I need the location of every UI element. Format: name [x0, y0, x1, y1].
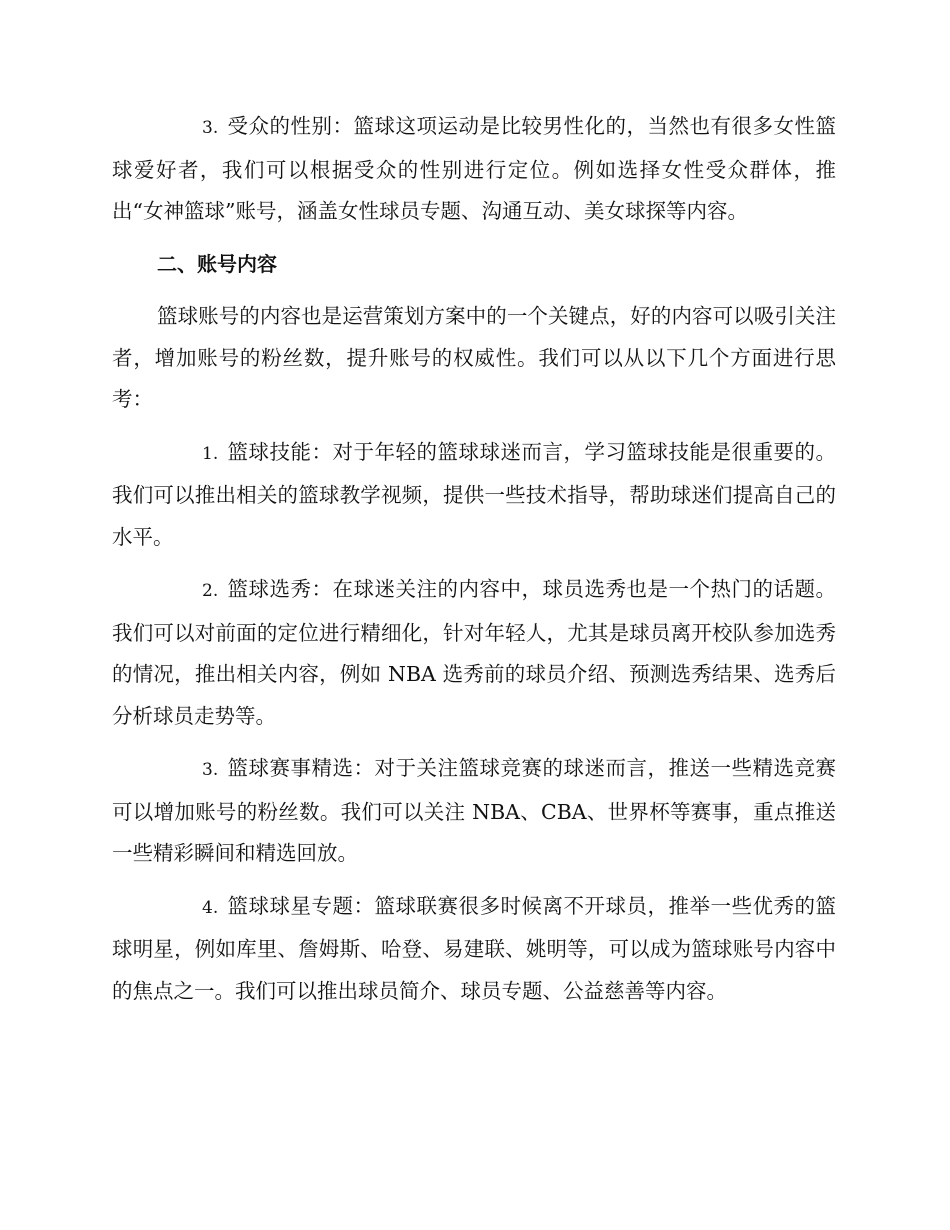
- list-item-text: 受众的性别：篮球这项运动是比较男性化的，当然也有很多女性篮球爱好者，我们可以根据受众的性别进行定位。例如选择女性受众群体，推出“女神篮球”账号，涵盖女性球员专题、沟通互动、美女球探等内容。: [112, 114, 836, 223]
- list-number: 3.: [202, 118, 219, 138]
- list-item-text: 篮球技能：对于年轻的篮球球迷而言，学习篮球技能是很重要的。我们可以推出相关的篮球教学视频，提供一些技术指导，帮助球迷们提高自己的水平。: [112, 439, 836, 549]
- document-page: [112, 106, 836, 1023]
- list-number: 2.: [202, 581, 219, 601]
- list-item-text: 篮球赛事精选：对于关注篮球竞赛的球迷而言，推送一些精选竞赛可以增加账号的粉丝数。我们可以关注 NBA、CBA、世界杯等赛事，重点推送一些精彩瞬间和精选回放。: [112, 756, 836, 865]
- list-item-games: [112, 748, 836, 875]
- list-item-text: 篮球球星专题：篮球联赛很多时候离不开球员，推举一些优秀的篮球明星，例如库里、詹姆斯、哈登、易建联、姚明等，可以成为篮球账号内容中的焦点之一。我们可以推出球员简介、球员专题、公益慈善等内容。: [112, 893, 836, 1003]
- list-number: 3.: [202, 760, 219, 780]
- list-item-draft: [112, 569, 836, 737]
- list-item-stars: [112, 886, 836, 1013]
- section-intro: 篮球账号的内容也是运营策划方案中的一个关键点，好的内容可以吸引关注者，增加账号的粉丝数，提升账号的权威性。我们可以从以下几个方面进行思考：: [112, 304, 836, 411]
- list-number: 4.: [202, 897, 219, 918]
- list-number: 1.: [202, 443, 219, 464]
- section-heading: 二、账号内容: [157, 251, 277, 276]
- list-item-gender: [112, 106, 836, 233]
- list-item-skills: [112, 432, 836, 559]
- list-item-text: 篮球选秀：在球迷关注的内容中，球员选秀也是一个热门的话题。我们可以对前面的定位进行精细化，针对年轻人，尤其是球员离开校队参加选秀的情况，推出相关内容，例如 NBA 选秀前的球员介绍、预测选秀结果、选秀后分析球员走势等。: [112, 577, 836, 728]
